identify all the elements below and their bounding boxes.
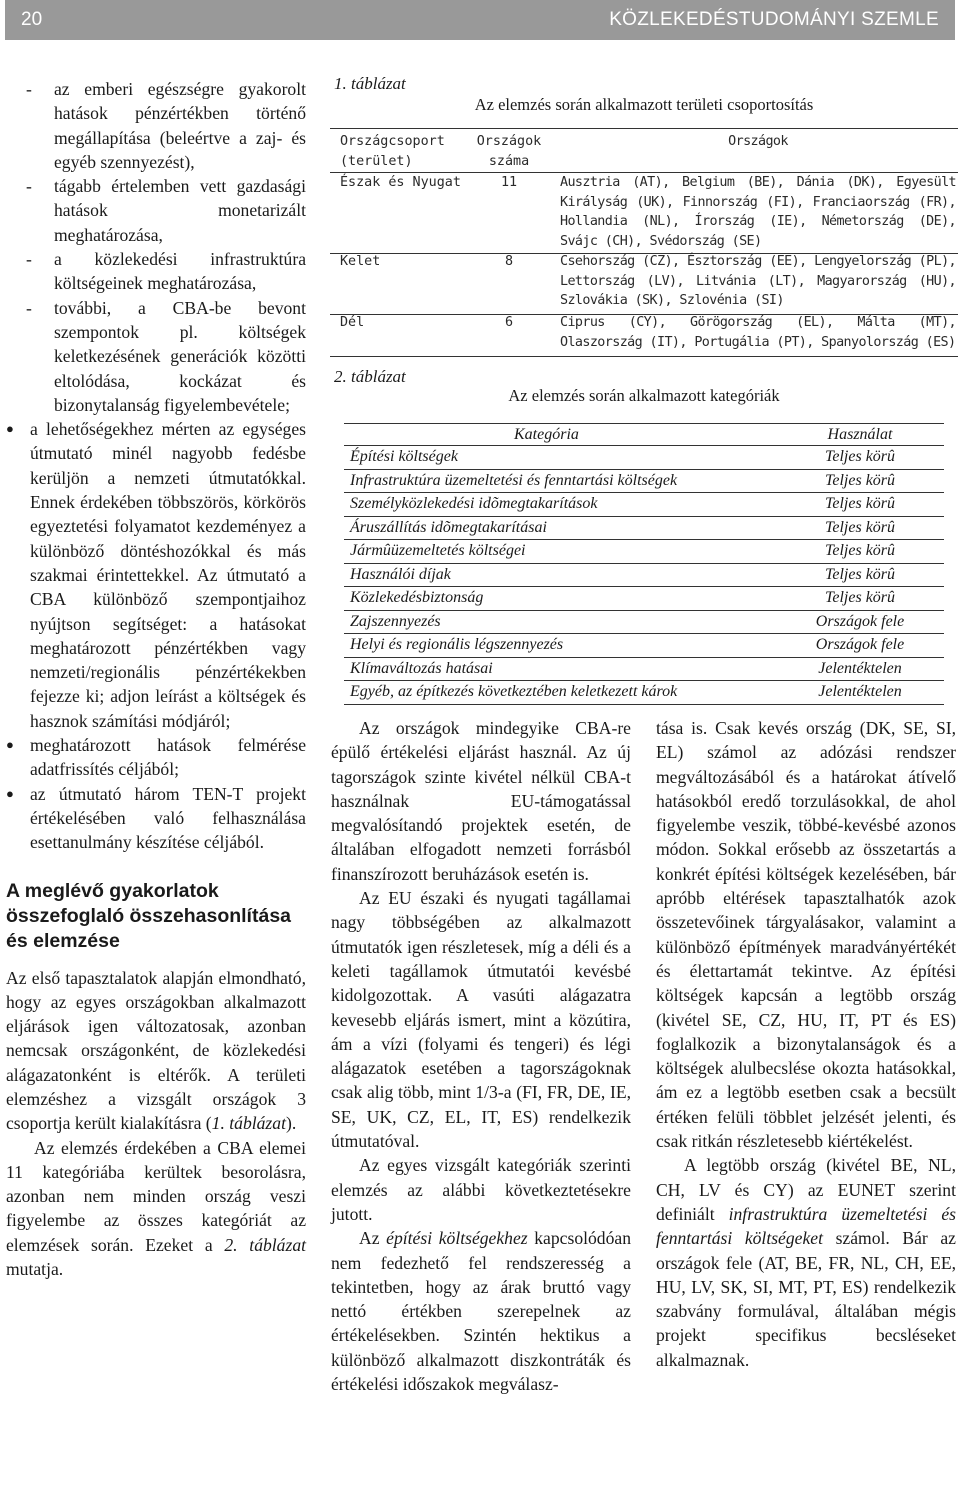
list-item: - az emberi egészségre gyakorolt hatások pénzértékben történő megállapítása (beleértve a zaj- és egyéb szennyezést), [26, 79, 306, 172]
bullet-icon: ● [6, 737, 14, 753]
table2-caption: 2. táblázat [334, 367, 406, 386]
table-row: Helyi és regionális légszennyezés Országok fele [350, 636, 905, 653]
paragraph: Az országok mindegyike CBA-re épülő értékelési eljárást használ. Az új tagországok szinte kivétel nélkül CBA-t használnak EU-támogatással megvalósítandó projektek esetén, de általában elfogadott nemzeti forrásból finanszírozott beruházások esetén is. [331, 718, 631, 884]
paragraph: tása is. Csak kevés ország (DK, SE, SI, EL) számol az adózási rendszer megváltozásából és a határokat átívelő hatásokból eredő torzulásokkal, de ahol figyelembe veszik, többé-kevésbé azonos módon. Sokkal erősebb az összetartás a konkrét építési költségek kezelésében, bár apróbb eltérések tapasztalhatók azok összetevőinek tárgyalásakor, valamint a különböző építmények maradványértékét és élettartamát tekintve. Az építési költségek kapcsán a legtöbb ország (kivétel SE, CZ, HU, IT, PT és ES) foglalkozik a bizonytalanságok és a költségek alulbecslése okozta hatásokkal, ám ez a legtöbb esetben csak a becsült értéken felüli többlet jelzését jelenti, és csak ritkán részletesebb kiértékelést. [656, 718, 956, 1152]
table1-caption: 1. táblázat [334, 74, 406, 93]
paragraph: A legtöbb ország (kivétel BE, NL, CH, LV és CY) az EUNET szerint definiált infrastruktúra üzemeltetési és fenntartási költségeket számol. Bár az országok fele (AT, BE, FR, NL, CH, EE, HU, LV, SK, SI, MT, PT, ES) rendelkezik szabvány formulával, általában mégis projekt specifikus becsléseket alkalmaznak. [656, 1155, 956, 1370]
table-row: Zajszennyezés Országok fele [350, 612, 905, 630]
list-item: - tágabb értelemben vett gazdasági hatások monetarizált meghatározása, [26, 176, 306, 245]
page-header [5, 0, 955, 40]
table-row: Közlekedésbiztonság Teljes körû [350, 589, 896, 606]
list-item: ● a lehetőségekhez mérten az egységes útmutató minél nagyobb fedésbe kerüljön a nemzeti útmutatókkal. Ennek érdekében többszörös, körkörös egyeztetési folyamatot kezdeményez a különböző döntéshozókkal és más szakmai érintettekkel. Az útmutató a CBA különböző szempontjaihoz nyújtson segítséget: a hatásokat meghatározott pénzértékben vagy nemzeti/regionális pénzértékekben fejezze ki; adjon leírást a költségek és hasznok számítási módjáról; [6, 419, 306, 731]
bullet-list [6, 417, 306, 854]
list-item: ● meghatározott hatások felmérése adatfrissítés céljából; [6, 735, 306, 780]
journal-title: KÖZLEKEDÉSTUDOMÁNYI SZEMLE [609, 9, 939, 30]
bullet-icon: ● [6, 421, 14, 437]
paragraph: Az elemzés érdekében a CBA elemei 11 kategóriába kerültek besorolásra, azonban nem minden ország veszi figyelembe az összes kategóriát az elemzések során. Ezeket a 2. táblázat mutatja. [6, 1137, 307, 1280]
list-item: ● az útmutató három TEN-T projekt értékelésében való felhasználása esettanulmány készítése céljából. [6, 783, 306, 853]
table-row: Személyközlekedési idõmegtakarítások Teljes körû [350, 495, 896, 512]
paragraph: Az EU északi és nyugati tagállamai nagy többségében az alkalmazott útmutatók igen részletesek, míg a déli és a keleti tagállamok útmutatói kevésbé kidolgozottak. A vasúti alágazatra kevesebb eljárás ismert, mint a közútira, ám a vízi (folyami és tengeri) és légi alágazatok esetében a tagországoknak csak alig több, mint 1/3-a (FI, FR, DE, IE, SE, UK, CZ, EL, IT, ES) rendelkezik útmutatóval. [331, 888, 631, 1152]
right-column [656, 716, 956, 1372]
paragraph: Az építési költségekhez kapcsolódóan nem fedezhető fel rendszeresség a tekintetben, hogy az árak bruttó vagy nettó értékben szerepelnek az értékelésekben. Szintén hektikus a különböző alkalmazott diszkontráták és értékelési időszakok megválasz- [331, 1228, 631, 1395]
page-number: 20 [21, 9, 43, 30]
list-item: - további, a CBA-be bevont szempontok pl. költségek keletkezésének generációk közötti eltolódása, kockázat és bizonytalanság figyelembevétele; [26, 297, 306, 415]
table-row: Jármûüzemeltetés költségei Teljes körû [350, 542, 896, 559]
table-header-row: Kategória Használat [514, 426, 893, 443]
table-row: Építési költségek Teljes körû [350, 448, 896, 465]
table-row: Használói díjak Teljes körû [350, 565, 896, 583]
sub-list [26, 77, 306, 417]
middle-column [331, 716, 631, 1396]
bullet-icon: ● [6, 785, 14, 801]
table-row: Egyéb, az építkezés következtében keletkezett károk Jelentéktelen [350, 683, 902, 700]
list-item: - a közlekedési infrastruktúra költségeinek meghatározása, [26, 249, 306, 294]
table1-title: Az elemzés során alkalmazott területi csoportosítás [474, 95, 814, 114]
paragraph: Az egyes vizsgált kategóriák szerinti elemzés az alábbi következtetésekre jutott. [331, 1155, 631, 1224]
table2-title: Az elemzés során alkalmazott kategóriák [508, 386, 780, 405]
table-row: Infrastruktúra üzemeltetési és fenntartási költségek Teljes körû [350, 471, 896, 489]
table-row: Áruszállítás idõmegtakarításai Teljes körû [350, 518, 896, 536]
paragraph: Az első tapasztalatok alapján elmondható, hogy az egyes országokban alkalmazott eljárások igen változatosak, azonban nemcsak országonként, de közlekedési alágazatonként is eltérők. A területi elemzéshez a vizsgált országok 3 csoportja került kialakításra (1. táblázat). [6, 967, 306, 1134]
left-column [6, 77, 306, 1281]
section-heading: A meglévő gyakorlatok összefoglaló összehasonlítása és elemzése [6, 879, 292, 952]
table-row: Klímaváltozás hatásai Jelentéktelen [350, 659, 902, 677]
